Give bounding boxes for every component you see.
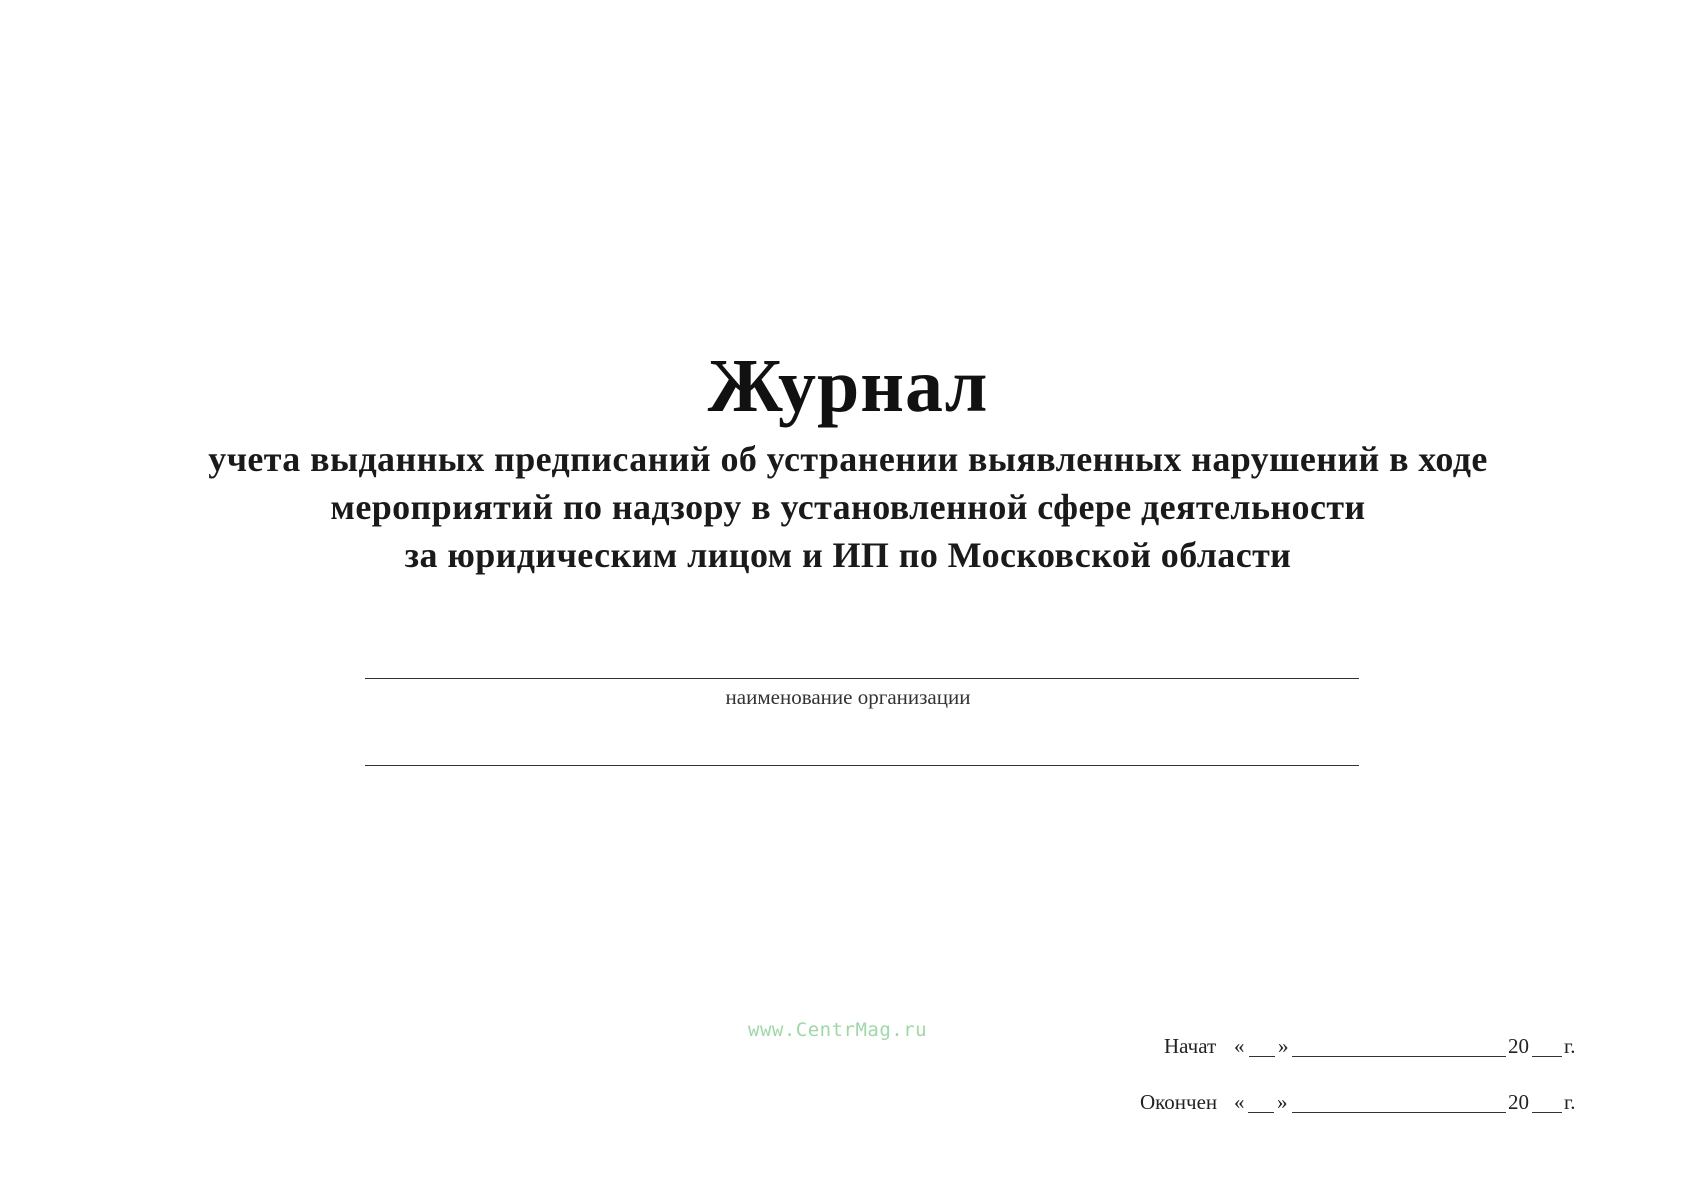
organization-name-line	[365, 678, 1359, 679]
started-quote-close: »	[1278, 1034, 1289, 1058]
started-month-blank	[1292, 1056, 1506, 1057]
subtitle-line-2: мероприятий по надзору в установленной сфере деятельности	[330, 487, 1366, 527]
finished-quote-close: »	[1277, 1090, 1288, 1114]
started-date-row	[1150, 1032, 1610, 1060]
watermark: www.CentrMag.ru	[748, 1019, 928, 1041]
subtitle-line-3: за юридическим лицом и ИП по Московской области	[404, 535, 1292, 575]
finished-month-blank	[1292, 1112, 1506, 1113]
started-label: Начат	[1164, 1034, 1217, 1058]
started-year-prefix: 20	[1508, 1034, 1529, 1058]
finished-date-row	[1140, 1088, 1610, 1116]
organization-second-line	[365, 765, 1359, 766]
started-year-suffix: г.	[1564, 1034, 1576, 1058]
started-year-blank	[1532, 1056, 1562, 1057]
journal-title: Журнал	[707, 344, 989, 428]
finished-year-blank	[1532, 1112, 1562, 1113]
started-quote-open: «	[1234, 1034, 1245, 1058]
started-day-blank	[1249, 1056, 1275, 1057]
finished-day-blank	[1248, 1112, 1274, 1113]
finished-year-suffix: г.	[1564, 1090, 1576, 1114]
finished-quote-open: «	[1234, 1090, 1245, 1114]
finished-year-prefix: 20	[1508, 1090, 1529, 1114]
finished-label: Окончен	[1140, 1090, 1218, 1114]
subtitle-line-1: учета выданных предписаний об устранении выявленных нарушений в ходе	[208, 439, 1488, 479]
organization-caption: наименование организации	[725, 685, 971, 709]
